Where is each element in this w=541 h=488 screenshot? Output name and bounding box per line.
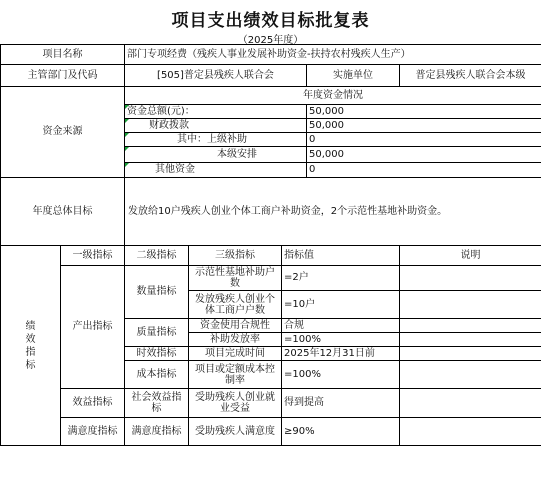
benefit-indicator-label: 效益指标	[61, 389, 125, 418]
employment-benefit-note	[400, 389, 541, 418]
cell-marker-icon	[125, 105, 129, 109]
unit-value: 普定县残疾人联合会本级	[400, 65, 541, 87]
page-title: 项目支出绩效目标批复表	[171, 11, 370, 31]
satisfaction-rate-note	[400, 418, 541, 446]
performance-indicator-label: 绩 效 指 标	[1, 246, 61, 446]
fund-total-label: 资金总额(元)：	[125, 105, 307, 119]
cell-marker-icon	[125, 147, 129, 151]
business-count-name: 发放残疾人创业个体工商户户数	[189, 291, 282, 319]
quality-indicator-label: 质量指标	[125, 319, 189, 347]
base-subsidy-count-note	[400, 266, 541, 291]
satisfaction-indicator-label: 满意度指标	[61, 418, 125, 446]
header-level1: 一级指标	[61, 246, 125, 266]
cell-marker-icon	[125, 133, 129, 137]
completion-time-note	[400, 347, 541, 361]
output-indicator-label: 产出指标	[61, 266, 125, 389]
project-name-label: 项目名称	[1, 45, 125, 65]
header-value: 指标值	[282, 246, 400, 266]
cell-marker-icon	[125, 163, 129, 167]
fund-total-value: 50,000	[307, 105, 541, 119]
employment-benefit-name: 受助残疾人创业就业受益	[189, 389, 282, 418]
cost-control-note	[400, 361, 541, 389]
completion-time-value: 2025年12月31日前	[282, 347, 400, 361]
funding-source-label: 资金来源	[1, 87, 125, 178]
dept-value: [505]普定县残疾人联合会	[125, 65, 307, 87]
time-indicator-label: 时效指标	[125, 347, 189, 361]
fund-upper-value: 0	[307, 133, 541, 147]
fund-local-value: 50,000	[307, 147, 541, 163]
fund-local-label: 本级安排	[125, 147, 307, 163]
annual-goal-label: 年度总体目标	[1, 178, 125, 246]
fund-compliance-name: 资金使用合规性	[189, 319, 282, 333]
subsidy-rate-name: 补助发放率	[189, 333, 282, 347]
funding-section-title: 年度资金情况	[125, 87, 541, 105]
satisfaction-sub-label: 满意度指标	[125, 418, 189, 446]
header-level3: 三级指标	[189, 246, 282, 266]
completion-time-name: 项目完成时间	[189, 347, 282, 361]
fund-upper-label: 其中：上级补助	[125, 133, 307, 147]
annual-goal-text: 发放给10户残疾人创业个体工商户补助资金，2个示范性基地补助资金。	[125, 178, 541, 246]
year-subtitle: （2025年度）	[237, 35, 304, 46]
project-name-value: 部门专项经费（残疾人事业发展补助资金-扶持农村残疾人生产）	[125, 45, 541, 65]
header-level2: 二级指标	[125, 246, 189, 266]
employment-benefit-value: 得到提高	[282, 389, 400, 418]
fund-compliance-value: 合规	[282, 319, 400, 333]
social-benefit-label: 社会效益指标	[125, 389, 189, 418]
satisfaction-rate-name: 受助残疾人满意度	[189, 418, 282, 446]
cost-control-value: =100%	[282, 361, 400, 389]
base-subsidy-count-name: 示范性基地补助户数	[189, 266, 282, 291]
base-subsidy-count-value: =2户	[282, 266, 400, 291]
satisfaction-rate-value: ≥90%	[282, 418, 400, 446]
fund-fiscal-label: 财政拨款	[125, 119, 307, 133]
dept-label: 主管部门及代码	[1, 65, 125, 87]
header-note: 说明	[400, 246, 541, 266]
fund-other-label: 其他资金	[125, 163, 307, 178]
approval-table	[0, 44, 541, 446]
fund-compliance-note	[400, 319, 541, 333]
cell-marker-icon	[125, 119, 129, 123]
cost-indicator-label: 成本指标	[125, 361, 189, 389]
fund-other-value: 0	[307, 163, 541, 178]
subsidy-rate-value: =100%	[282, 333, 400, 347]
quantity-indicator-label: 数量指标	[125, 266, 189, 319]
business-count-value: =10户	[282, 291, 400, 319]
fund-fiscal-value: 50,000	[307, 119, 541, 133]
unit-label: 实施单位	[307, 65, 400, 87]
cost-control-name: 项目或定额成本控制率	[189, 361, 282, 389]
subsidy-rate-note	[400, 333, 541, 347]
business-count-note	[400, 291, 541, 319]
